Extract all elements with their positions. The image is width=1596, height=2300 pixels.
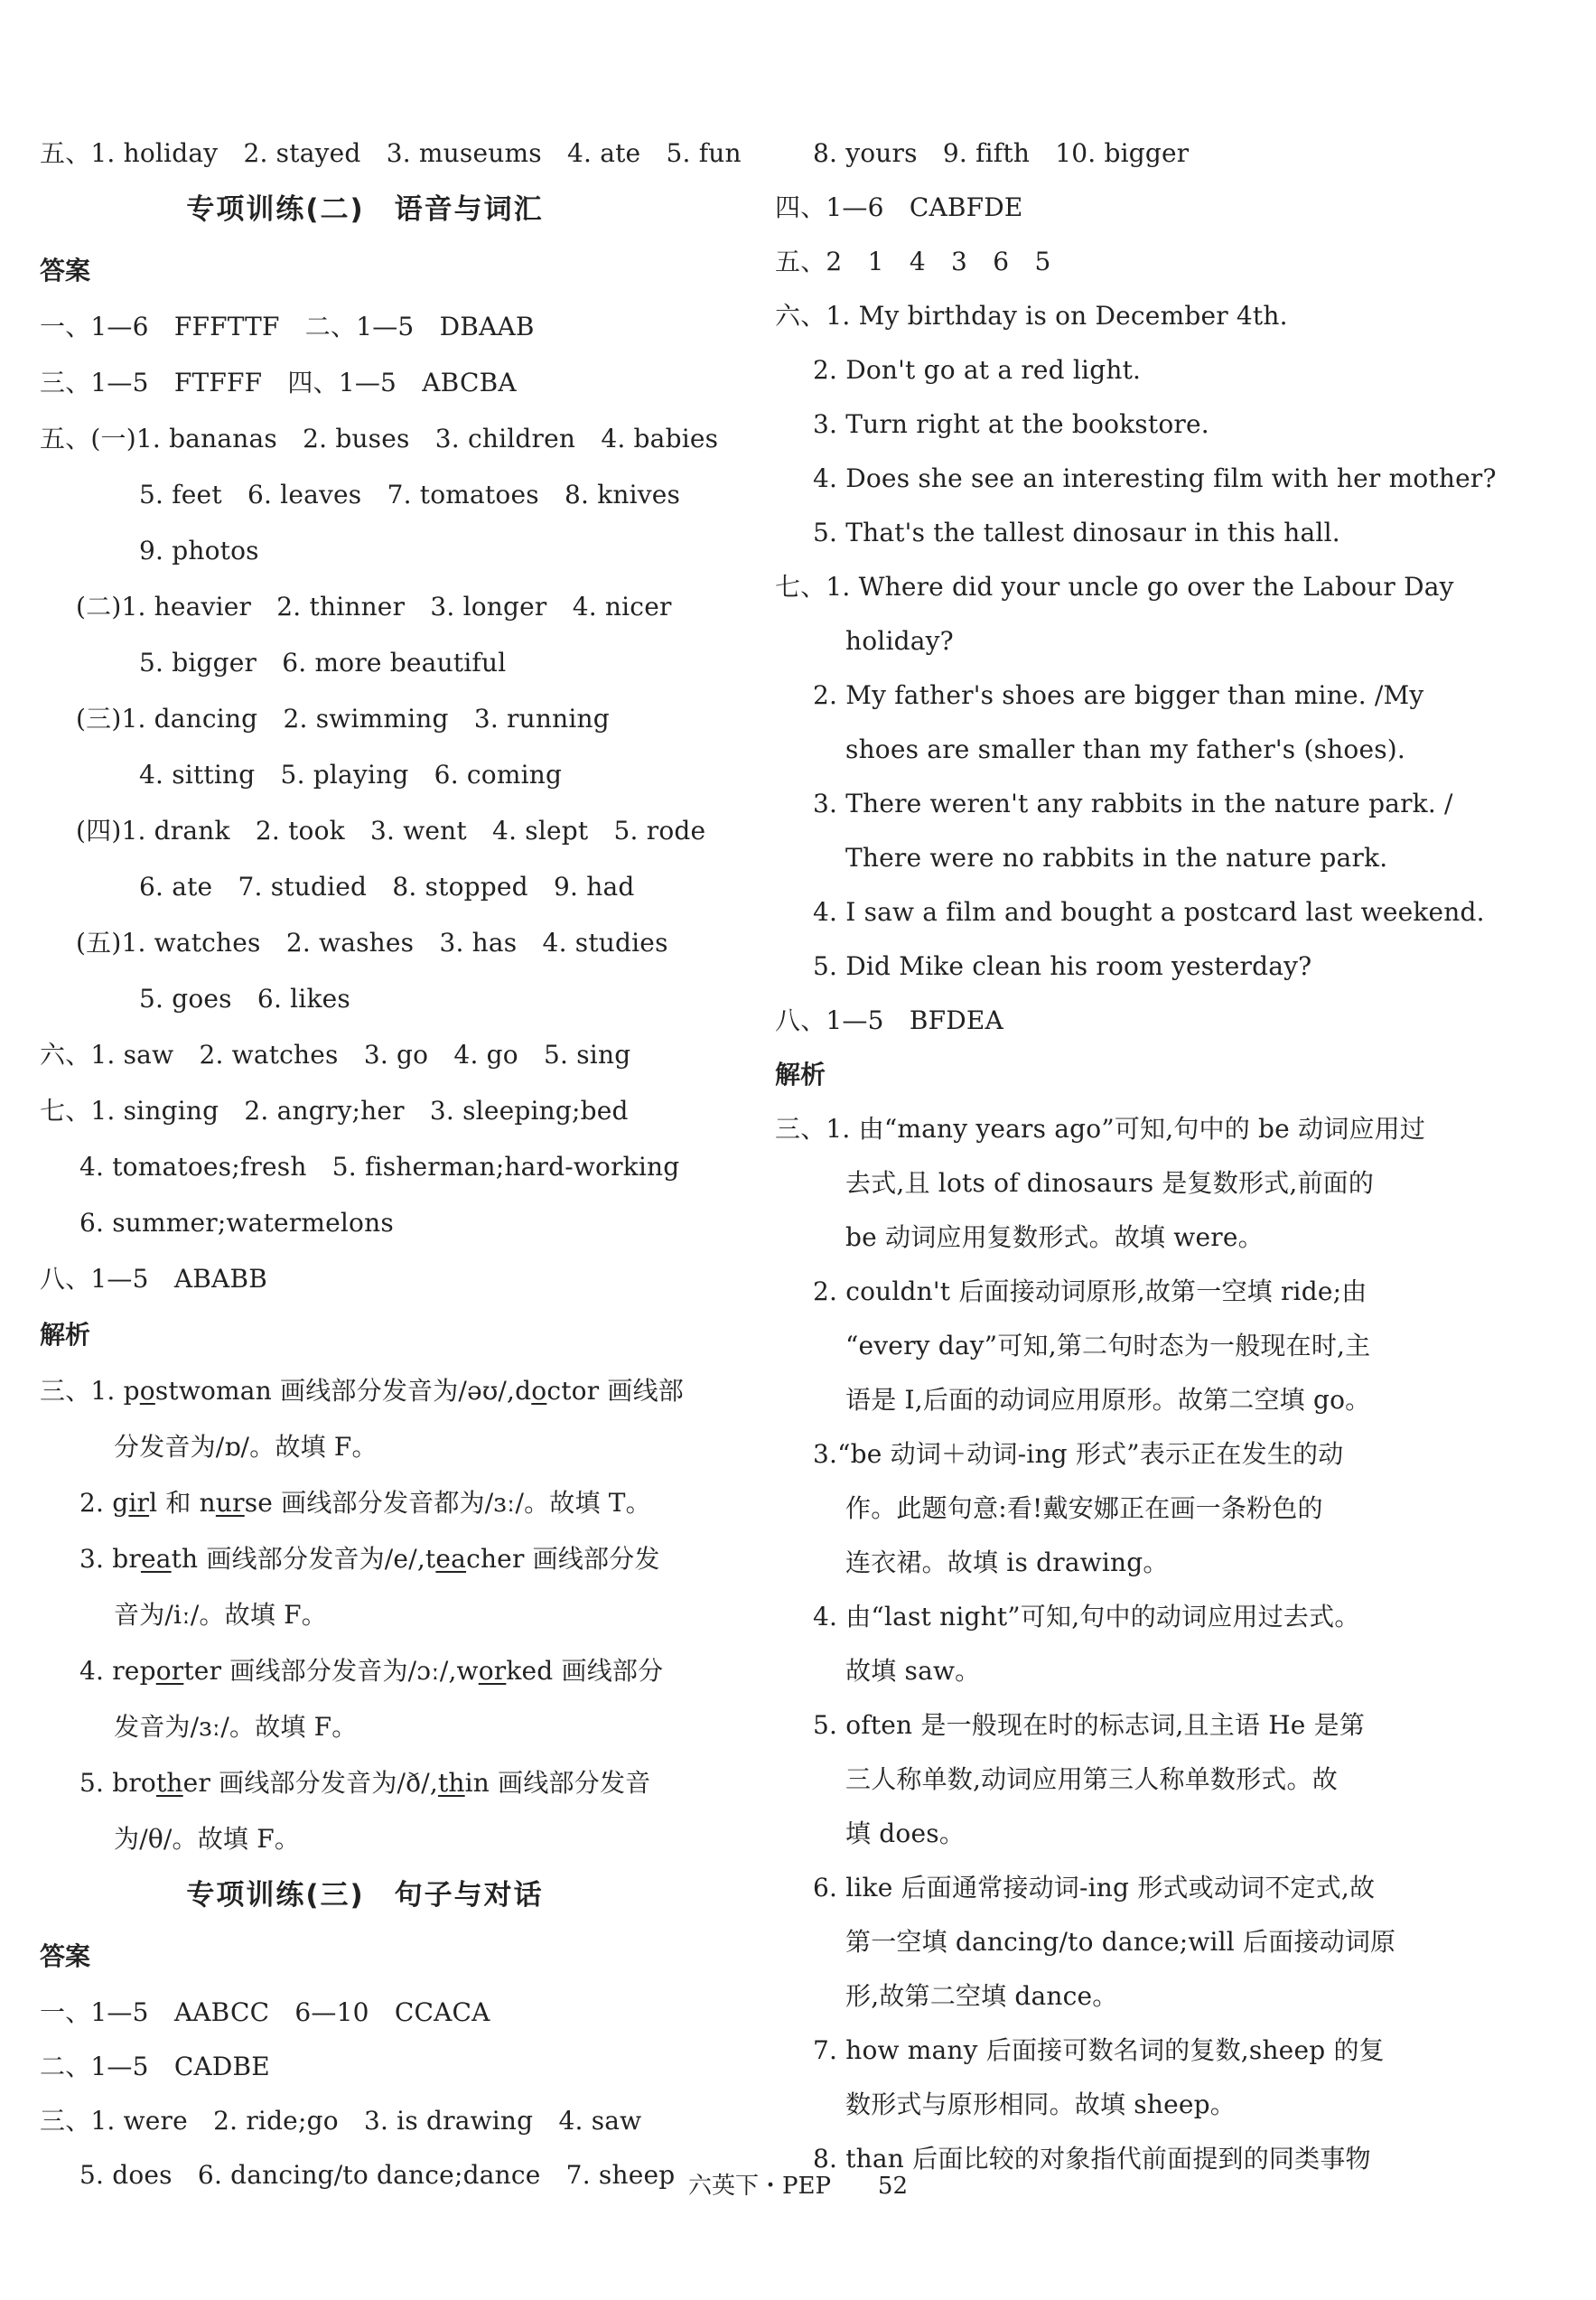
text-line: (五)1. watches 2. washes 3. has 4. studies [76,928,668,958]
text-line: 三、1—5 FTFFF 四、1—5 ABCBA [40,368,517,397]
text-line: 一、1—6 FFFTTF 二、1—5 DBAAB [40,312,535,341]
text-line: 一、1—5 AABCC 6—10 CCACA [40,1997,490,2027]
text-line: “every day”可知,第二句时态为一般现在时,主 [845,1331,1371,1360]
underlined-letters: or [478,1656,507,1686]
text-line: 5. often 是一般现在时的标志词,且主语 He 是第 [813,1710,1366,1740]
text-line: 七、1. Where did your uncle go over the Labour Day [775,572,1454,602]
page-footer: 六英下・PEP 52 [687,2173,909,2200]
text-line: 三、1. were 2. ride;go 3. is drawing 4. saw [40,2106,642,2136]
text-line: 3. Turn right at the bookstore. [813,409,1209,439]
text-line: 2. couldn't 后面接动词原形,故第一空填 ride;由 [813,1276,1367,1306]
text-line: 五、2 1 4 3 6 5 [775,247,1051,276]
text-line: 6. summer;watermelons [79,1208,394,1238]
underlined-letters: ur [215,1488,245,1518]
text-line: 三、1. 由“many years ago”可知,句中的 be 动词应用过 [775,1114,1426,1144]
text-run: l 和 n [149,1488,216,1518]
text-line: 作。此题句意:看!戴安娜正在画一条粉色的 [845,1493,1323,1523]
text-run: stwoman 画线部分发音为/əʊ/,d [154,1376,532,1406]
text-line: be 动词应用复数形式。故填 were。 [845,1222,1264,1252]
text-line: 3.“be 动词＋动词-ing 形式”表示正在发生的动 [813,1439,1344,1469]
section-label: 解析 [775,1060,826,1089]
text-line: 为/θ/。故填 F。 [114,1824,301,1854]
text-line: 第一空填 dancing/to dance;will 后面接动词原 [845,1927,1396,1957]
text-line: 5. feet 6. leaves 7. tomatoes 8. knives [139,480,681,510]
text-run: se 画线部分发音都为/ɜː/。故填 T。 [244,1488,651,1518]
text-line: 填 does。 [845,1818,966,1848]
text-line: 八、1—5 ABABB [40,1264,267,1294]
text-line: 2. My father's shoes are bigger than mine. /My [813,680,1424,710]
text-line: 2. Don't go at a red light. [813,355,1142,385]
text-run: in 画线部分发音 [464,1768,651,1798]
text-line: 4. Does she see an interesting film with her mother? [813,463,1497,493]
text-line: 7. how many 后面接可数名词的复数,sheep 的复 [813,2035,1385,2065]
text-run: ctor 画线部 [546,1376,685,1406]
text-line: 5. goes 6. likes [139,984,350,1014]
underlined-letters: ea [435,1544,467,1574]
underlined-letters: o [531,1376,547,1406]
text-run: er 画线部分发音为/ð/, [182,1768,438,1798]
text-line: 去式,且 lots of dinosaurs 是复数形式,前面的 [845,1168,1375,1198]
text-line: 5. That's the tallest dinosaur in this hall. [813,518,1340,547]
text-line: 四、1—6 CABFDE [775,192,1023,222]
text-line: holiday? [845,626,954,656]
text-line: 六、1. My birthday is on December 4th. [775,301,1288,331]
text-line: 9. photos [139,536,259,566]
text-line: 形,故第二空填 dance。 [845,1981,1118,2011]
section-title: 专项训练(三) 句子与对话 [186,1879,544,1912]
text-line [79,1765,650,1801]
text-line: 六、1. saw 2. watches 3. go 4. go 5. sing [40,1040,631,1070]
text-line: 6. ate 7. studied 8. stopped 9. had [139,872,635,902]
text-line: shoes are smaller than my father's (shoes). [845,734,1406,764]
section-label: 答案 [40,256,91,285]
text-line: 5. Did Mike clean his room yesterday? [813,951,1312,981]
text-line: 三人称单数,动词应用第三人称单数形式。故 [845,1764,1338,1794]
underlined-letters: or [155,1656,184,1686]
text-line [79,1485,651,1521]
text-line: 分发音为/ɒ/。故填 F。 [114,1432,378,1462]
text-line: 3. There weren't any rabbits in the nature park. / [813,789,1453,818]
text-run: ter 画线部分发音为/ɔː/,w [183,1656,479,1686]
text-line: 4. I saw a film and bought a postcard last weekend. [813,897,1485,927]
text-line: 七、1. singing 2. angry;her 3. sleeping;bed [40,1096,629,1126]
text-line: (三)1. dancing 2. swimming 3. running [76,704,610,734]
text-line: 五、(一)1. bananas 2. buses 3. children 4. babies [40,424,719,453]
text-line: (四)1. drank 2. took 3. went 4. slept 5. rode [76,816,706,846]
underlined-letters: o [139,1376,155,1406]
text-run: 4. rep [79,1656,156,1686]
text-run: th 画线部分发音为/e/,t [171,1544,436,1574]
text-line: 二、1—5 CADBE [40,2052,270,2081]
text-run: cher 画线部分发 [466,1544,660,1574]
text-line: 5. bigger 6. more beautiful [139,648,507,678]
text-line: 8. than 后面比较的对象指代前面提到的同类事物 [813,2144,1371,2174]
text-line: 数形式与原形相同。故填 sheep。 [845,2090,1236,2119]
text-line: 五、1. holiday 2. stayed 3. museums 4. ate 5. fun [40,138,742,168]
text-line: There were no rabbits in the nature park. [845,843,1388,873]
section-label: 解析 [40,1320,91,1350]
text-line: 8. yours 9. fifth 10. bigger [813,138,1190,168]
text-line: 语是 I,后面的动词应用原形。故第二空填 go。 [845,1385,1371,1415]
underlined-letters: ea [140,1544,172,1574]
text-run: 3. br [79,1544,141,1574]
section-title: 专项训练(二) 语音与词汇 [186,193,544,226]
text-line: 故填 saw。 [845,1656,981,1686]
underlined-letters: ir [128,1488,150,1518]
text-line: 音为/iː/。故填 F。 [114,1600,327,1630]
text-line [79,1653,663,1689]
text-run: 2. g [79,1488,129,1518]
underlined-letters: th [155,1768,183,1798]
text-run: 三、1. p [40,1376,140,1406]
text-line: 6. like 后面通常接动词-ing 形式或动词不定式,故 [813,1873,1376,1903]
text-run: ked 画线部分 [506,1656,664,1686]
text-line: 4. sitting 5. playing 6. coming [139,760,563,790]
text-line: 5. does 6. dancing/to dance;dance 7. sheep [79,2160,676,2190]
text-run: 5. bro [79,1768,156,1798]
text-line: 连衣裙。故填 is drawing。 [845,1547,1169,1577]
text-line: 4. 由“last night”可知,句中的动词应用过去式。 [813,1602,1360,1632]
text-line: 发音为/ɜː/。故填 F。 [114,1712,358,1742]
underlined-letters: th [437,1768,465,1798]
text-line: (二)1. heavier 2. thinner 3. longer 4. nicer [76,592,672,622]
text-line [40,1373,684,1409]
text-line [79,1541,660,1577]
text-line: 八、1—5 BFDEA [775,1005,1003,1035]
section-label: 答案 [40,1941,91,1971]
text-line: 4. tomatoes;fresh 5. fisherman;hard-working [79,1152,680,1182]
